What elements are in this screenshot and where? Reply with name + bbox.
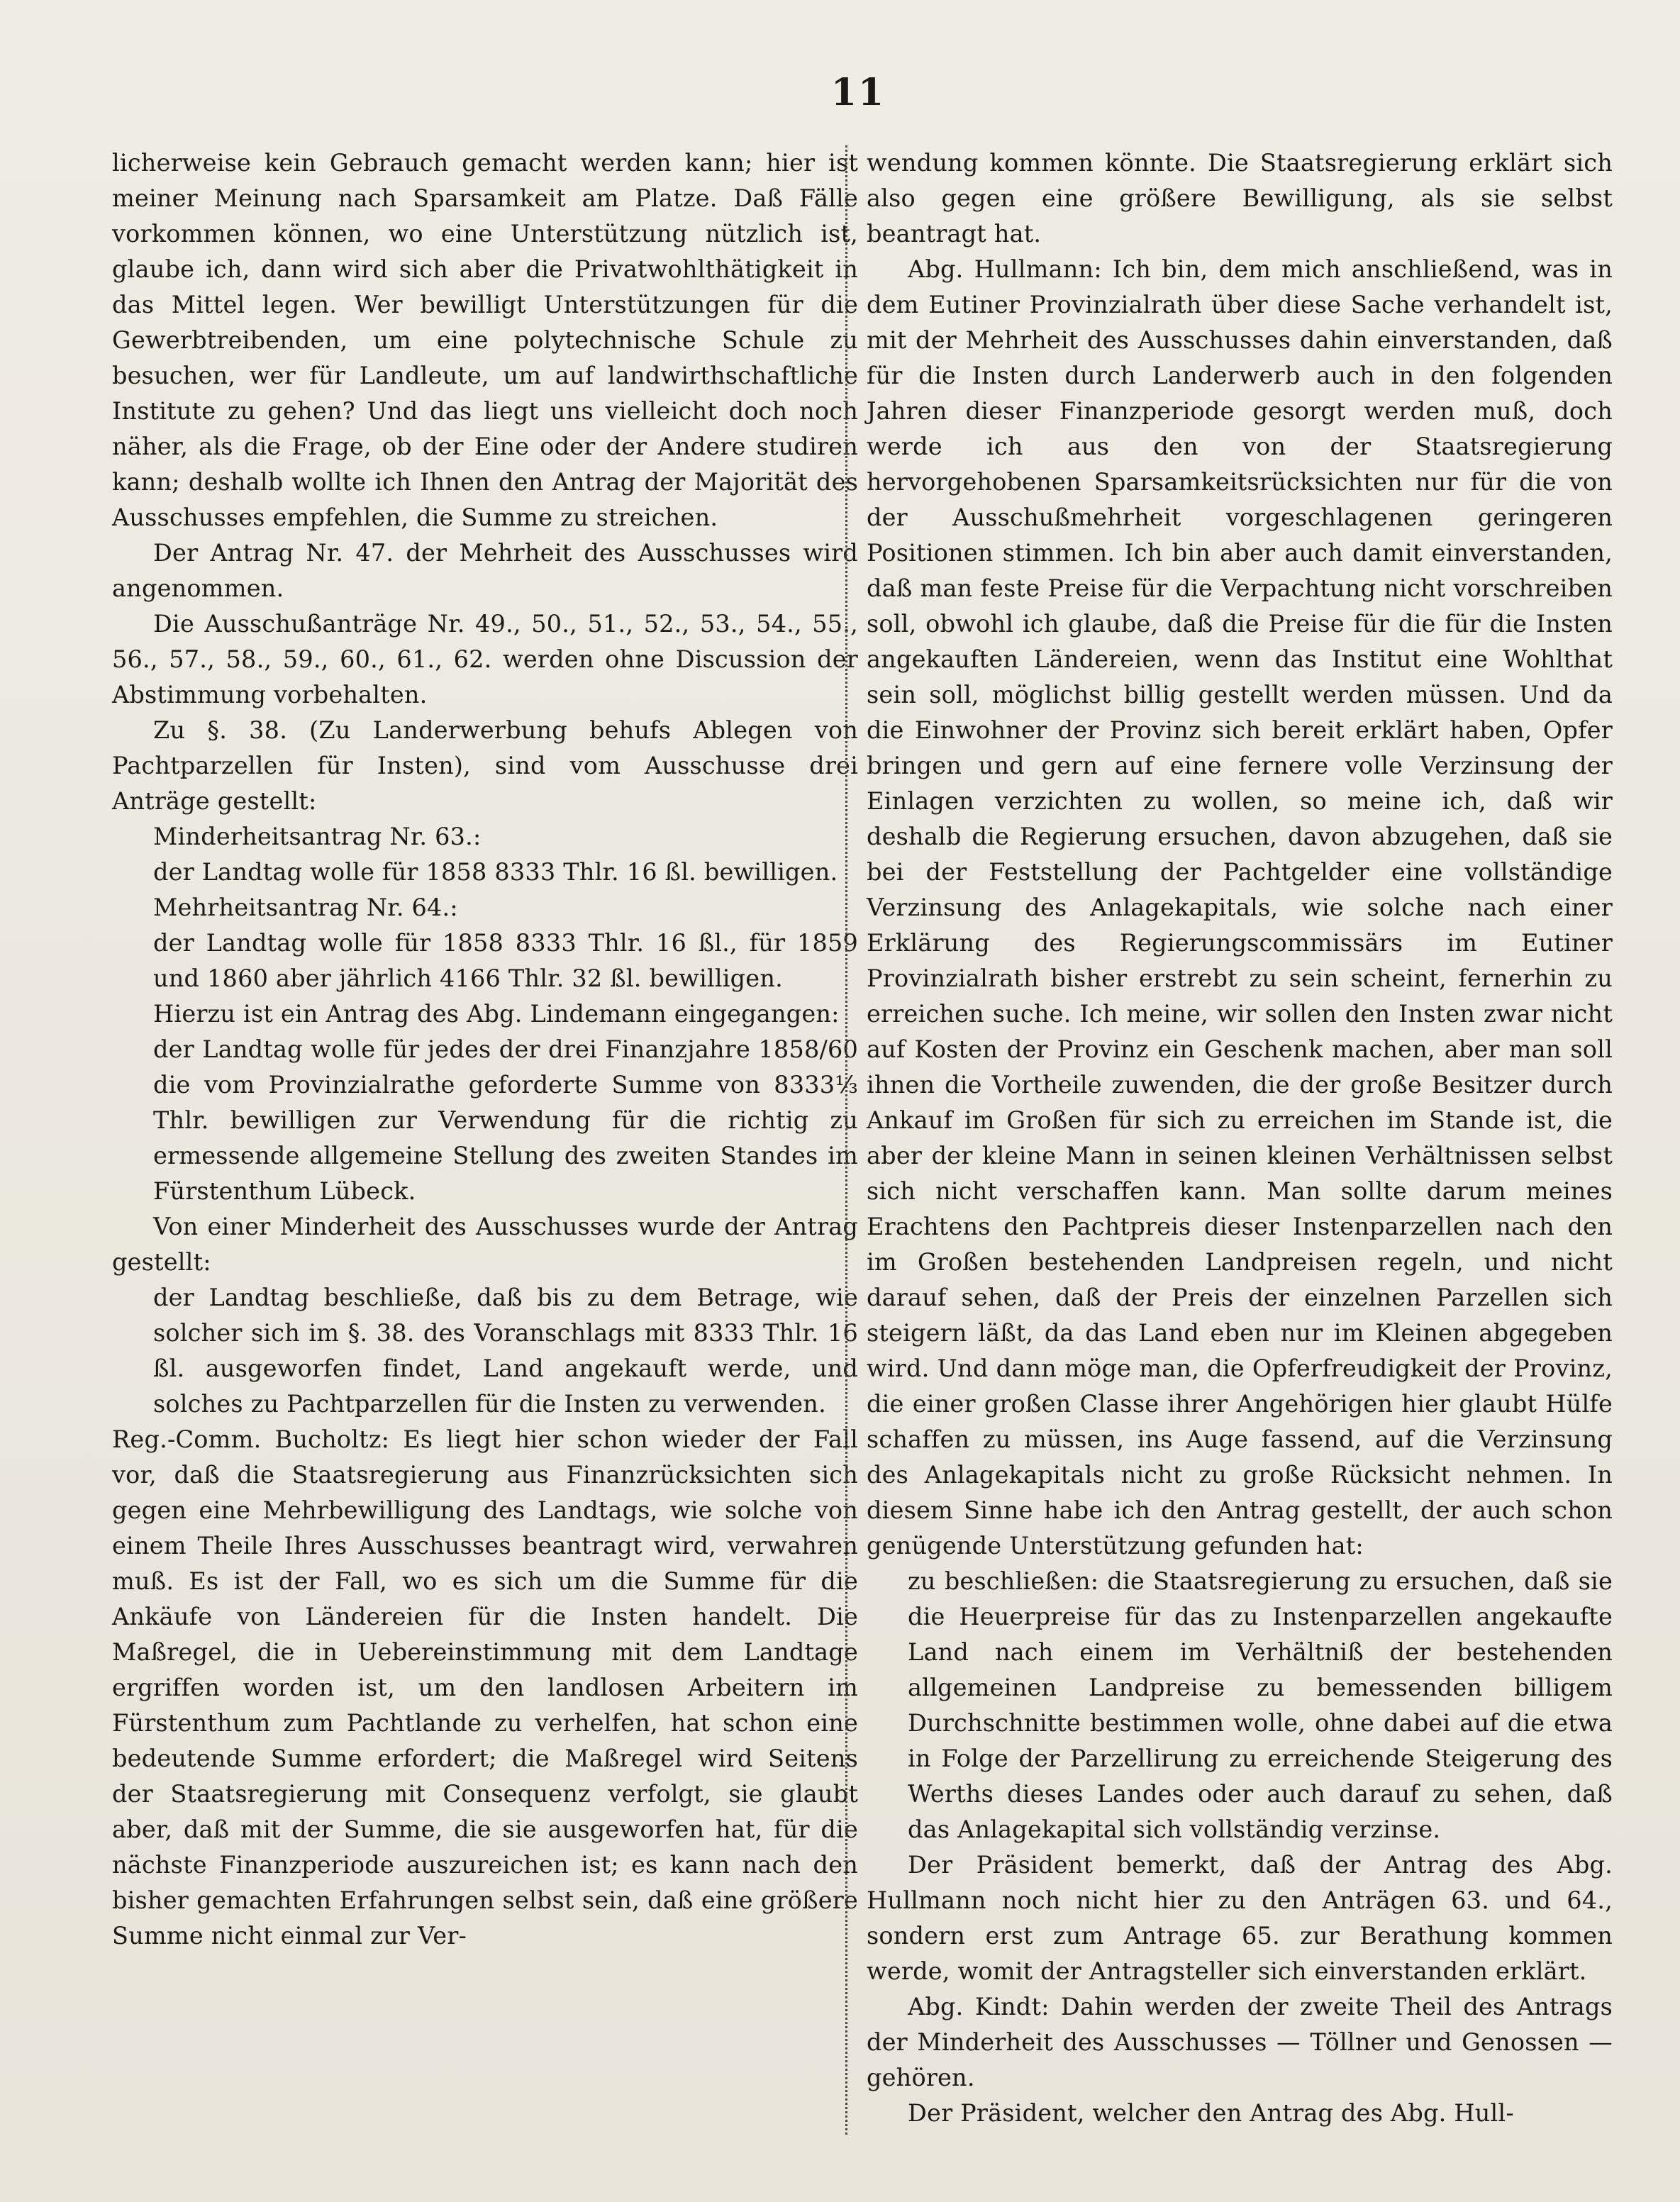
paragraph: Zu §. 38. (Zu Landerwerbung behufs Ablegen von Pachtparzellen für Insten), sind vom Ausschusse drei Anträge gestellt: (112, 716, 858, 815)
paragraph: Der Antrag Nr. 47. der Mehrheit des Ausschusses wird angenommen. (112, 539, 858, 602)
paragraph: Von einer Minderheit des Ausschusses wurde der Antrag gestellt: (112, 1213, 858, 1276)
page-number: 11 (830, 71, 886, 114)
motion-text: der Landtag wolle für 1858 8333 Thlr. 16 ßl., für 1859 und 1860 aber jährlich 4166 Thlr. 32 ßl. bewilligen. (153, 929, 858, 992)
paragraph: Die Ausschußanträge Nr. 49., 50., 51., 52., 53., 54., 55., 56., 57., 58., 59., 60., 61., 62. werden ohne Discussion der Abstimmung vorbehalten. (112, 610, 858, 708)
column-divider (845, 145, 850, 2135)
speech-paragraph: Reg.-Comm. Bucholtz: Es liegt hier schon wieder der Fall vor, daß die Staatsregierung aus Finanzrücksichten sich gegen eine Mehrbewilligung des Landtags, wie solche von einem Theile Ihres Ausschusses beantragt wird, verwahren muß. Es ist der Fall, wo es sich um die Summe für die Ankäufe von Ländereien für die Insten handelt. Die Maßregel, die in Uebereinstimmung mit dem Landtage ergriffen worden ist, um den landlosen Arbeitern im Fürstenthum zum Pachtlande zu verhelfen, hat schon eine bedeutende Summe erfordert; die Maßregel wird Seitens der Staatsregierung mit Consequenz verfolgt, sie glaubt aber, daß mit der Summe, die sie ausgeworfen hat, für die nächste Finanzperiode auszureichen ist; es kann nach den bisher gemachten Erfahrungen selbst sein, daß eine größere Summe nicht einmal zur Ver- (112, 1425, 858, 1950)
speech-paragraph: Abg. Kindt: Dahin werden der zweite Theil des Antrags der Minderheit des Ausschusses — Töllner und Genossen — gehören. (867, 1993, 1613, 2091)
paragraph: Der Präsident, welcher den Antrag des Abg. Hull- (908, 2099, 1514, 2127)
paragraph: Der Präsident bemerkt, daß der Antrag des Abg. Hullmann noch nicht hier zu den Anträgen 63. und 64., sondern erst zum Antrage 65. zur Berathung kommen werde, womit der Antragsteller sich einverstanden erklärt. (867, 1851, 1613, 1985)
paragraph: wendung kommen könnte. Die Staatsregierung erklärt sich also gegen eine größere Bewilligung, als sie selbst beantragt hat. (867, 149, 1613, 248)
speech-paragraph: Abg. Hullmann: Ich bin, dem mich anschließend, was in dem Eutiner Provinzialrath über diese Sache verhandelt ist, mit der Mehrheit des Ausschusses dahin einverstanden, daß für die Insten durch Landerwerb auch in den folgenden Jahren dieser Finanzperiode gesorgt werden muß, doch werde ich aus den von der Staatsregierung hervorgehobenen Sparsamkeitsrücksichten nur für die von der Ausschußmehrheit vorgeschlagenen geringeren Positionen stimmen. Ich bin aber auch damit einverstanden, daß man feste Preise für die Verpachtung nicht vorschreiben soll, obwohl ich glaube, daß die Preise für die für die Insten angekauften Ländereien, wenn das Institut eine Wohlthat sein soll, möglichst billig gestellt werden müssen. Und da die Einwohner der Provinz sich bereit erklärt haben, Opfer bringen und gern auf eine fernere volle Verzinsung der Einlagen verzichten zu wollen, so meine ich, daß wir deshalb die Regierung ersuchen, davon abzugehen, daß sie bei der Feststellung der Pachtgelder eine vollständige Verzinsung des Anlagekapitals, wie solche nach einer Erklärung des Regierungscommissärs im Eutiner Provinzialrath bisher erstrebt zu sein scheint, fernerhin zu erreichen suche. Ich meine, wir sollen den Insten zwar nicht auf Kosten der Provinz ein Geschenk machen, aber man soll ihnen die Vortheile zuwenden, die der große Besitzer durch Ankauf im Großen für sich zu erreichen im Stande ist, die aber der kleine Mann in seinen kleinen Verhältnissen selbst sich nicht verschaffen kann. Man sollte darum meines Erachtens den Pachtpreis dieser Instenparzellen nach den im Großen bestehenden Landpreisen regeln, und nicht darauf sehen, daß der Preis der einzelnen Parzellen sich steigern läßt, da das Land eben nur im Kleinen abgegeben wird. Und dann möge man, die Opferfreudigkeit der Provinz, die einer großen Classe ihrer Angehörigen hier glaubt Hülfe schaffen zu müssen, ins Auge fassend, auf die Verzinsung des Anlagekapitals nicht zu große Rücksicht nehmen. In diesem Sinne habe ich den Antrag gestellt, der auch schon genügende Unterstützung gefunden hat: (867, 255, 1613, 1559)
paragraph: licherweise kein Gebrauch gemacht werden kann; hier ist meiner Meinung nach Sparsamkeit am Platze. Daß Fälle vorkommen können, wo eine Unterstützung nützlich ist, glaube ich, dann wird sich aber die Privatwohlthätigkeit in das Mittel legen. Wer bewilligt Unterstützungen für die Gewerbtreibenden, um eine polytechnische Schule zu besuchen, wer für Landleute, um auf landwirthschaftliche Institute zu gehen? Und das liegt uns vielleicht doch noch näher, als die Frage, ob der Eine oder der Andere studiren kann; deshalb wollte ich Ihnen den Antrag der Majorität des Ausschusses empfehlen, die Summe zu streichen. (112, 149, 858, 531)
left-column (112, 145, 858, 1954)
motion-text: der Landtag wolle für 1858 8333 Thlr. 16 ßl. bewilligen. (153, 858, 838, 886)
right-column (867, 145, 1613, 2131)
paragraph: Hierzu ist ein Antrag des Abg. Lindemann eingegangen: (153, 1000, 840, 1028)
motion-text: der Landtag beschließe, daß bis zu dem Betrage, wie solcher sich im §. 38. des Voranschlags mit 8333 Thlr. 16 ßl. ausgeworfen findet, Land angekauft werde, und solches zu Pachtparzellen für die Insten zu verwenden. (153, 1284, 858, 1418)
motion-heading: Minderheitsantrag Nr. 63.: (153, 823, 482, 850)
motion-text: zu beschließen: die Staatsregierung zu ersuchen, daß sie die Heuerpreise für das zu Instenparzellen angekaufte Land nach einem im Verhältniß der bestehenden allgemeinen Landpreise zu bemessenden billigem Durchschnitte bestimmen wolle, ohne dabei auf die etwa in Folge der Parzellirung zu erreichende Steigerung des Werths dieses Landes oder auch darauf zu sehen, daß das Anlagekapital sich vollständig verzinse. (908, 1567, 1613, 1843)
motion-heading: Mehrheitsantrag Nr. 64.: (153, 894, 458, 921)
motion-text: der Landtag wolle für jedes der drei Finanzjahre 1858/60 die vom Provinzialrathe geforderte Summe von 8333⅓ Thlr. bewilligen zur Verwendung für die richtig zu ermessende allgemeine Stellung des zweiten Standes im Fürstenthum Lübeck. (153, 1035, 858, 1205)
